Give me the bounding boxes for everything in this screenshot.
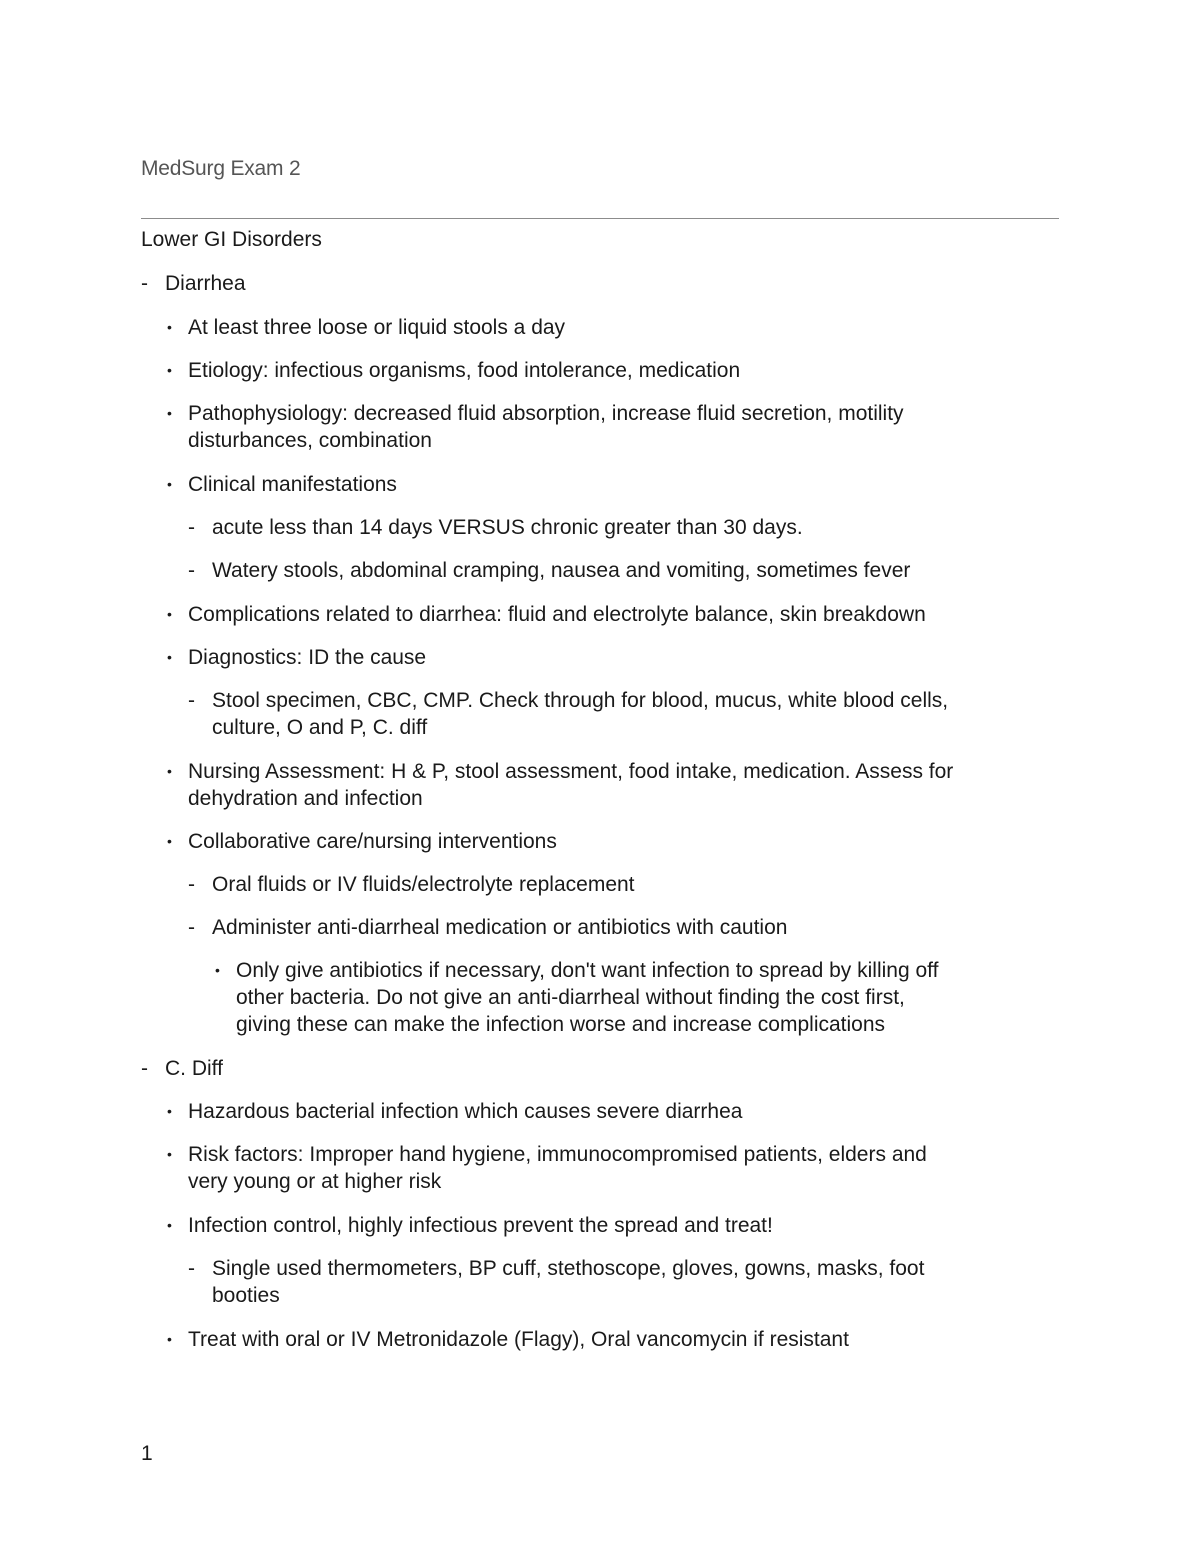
- list-item: Infection control, highly infectious prevent the spread and treat!: [188, 1214, 773, 1237]
- header-divider: [141, 218, 1059, 219]
- list-item-continuation: very young or at higher risk: [188, 1170, 442, 1193]
- bullet-marker: •: [215, 962, 220, 978]
- dash-marker: -: [141, 272, 148, 295]
- list-item: Treat with oral or IV Metronidazole (Flagy), Oral vancomycin if resistant: [188, 1328, 849, 1351]
- list-item: Clinical manifestations: [188, 473, 397, 496]
- list-item-continuation: dehydration and infection: [188, 787, 423, 810]
- list-item: Complications related to diarrhea: fluid and electrolyte balance, skin breakdown: [188, 603, 926, 626]
- list-item: At least three loose or liquid stools a day: [188, 316, 566, 339]
- dash-marker: -: [188, 689, 195, 712]
- list-item: Risk factors: Improper hand hygiene, immunocompromised patients, elders and: [188, 1143, 927, 1166]
- list-item-continuation: disturbances, combination: [188, 429, 432, 452]
- bullet-marker: •: [167, 1146, 172, 1162]
- bullet-marker: •: [167, 362, 172, 378]
- sub-list-item-continuation: culture, O and P, C. diff: [212, 716, 428, 739]
- section-title: Lower GI Disorders: [141, 228, 322, 251]
- sub-list-item: Administer anti-diarrheal medication or antibiotics with caution: [212, 916, 788, 939]
- bullet-marker: •: [167, 1103, 172, 1119]
- bullet-marker: •: [167, 606, 172, 622]
- sub-sub-list-item: Only give antibiotics if necessary, don't want infection to spread by killing off: [236, 959, 939, 982]
- cdiff-heading: C. Diff: [165, 1057, 223, 1080]
- sub-list-item: Oral fluids or IV fluids/electrolyte replacement: [212, 873, 635, 896]
- bullet-marker: •: [167, 1217, 172, 1233]
- sub-list-item: Single used thermometers, BP cuff, stethoscope, gloves, gowns, masks, foot: [212, 1257, 925, 1280]
- list-item: Collaborative care/nursing interventions: [188, 830, 557, 853]
- bullet-marker: •: [167, 1331, 172, 1347]
- list-item: Etiology: infectious organisms, food intolerance, medication: [188, 359, 741, 382]
- dash-marker: -: [141, 1057, 148, 1080]
- sub-list-item-continuation: booties: [212, 1284, 280, 1307]
- bullet-marker: •: [167, 476, 172, 492]
- list-item: Pathophysiology: decreased fluid absorption, increase fluid secretion, motility: [188, 402, 904, 425]
- bullet-marker: •: [167, 649, 172, 665]
- sub-list-item: Watery stools, abdominal cramping, nausea and vomiting, sometimes fever: [212, 559, 911, 582]
- document-title: MedSurg Exam 2: [141, 157, 301, 180]
- list-item: Hazardous bacterial infection which causes severe diarrhea: [188, 1100, 743, 1123]
- sub-sub-list-item-continuation: other bacteria. Do not give an anti-diarrheal without finding the cost first,: [236, 986, 905, 1009]
- sub-list-item: Stool specimen, CBC, CMP. Check through for blood, mucus, white blood cells,: [212, 689, 949, 712]
- bullet-marker: •: [167, 405, 172, 421]
- sub-sub-list-item-continuation: giving these can make the infection worse and increase complications: [236, 1013, 886, 1036]
- list-item: Nursing Assessment: H & P, stool assessment, food intake, medication. Assess for: [188, 760, 954, 783]
- dash-marker: -: [188, 916, 195, 939]
- bullet-marker: •: [167, 319, 172, 335]
- dash-marker: -: [188, 1257, 195, 1280]
- dash-marker: -: [188, 873, 195, 896]
- list-item: Diagnostics: ID the cause: [188, 646, 427, 669]
- sub-list-item: acute less than 14 days VERSUS chronic greater than 30 days.: [212, 516, 803, 539]
- dash-marker: -: [188, 516, 195, 539]
- page-number: 1: [141, 1442, 153, 1465]
- diarrhea-heading: Diarrhea: [165, 272, 246, 295]
- dash-marker: -: [188, 559, 195, 582]
- bullet-marker: •: [167, 763, 172, 779]
- bullet-marker: •: [167, 833, 172, 849]
